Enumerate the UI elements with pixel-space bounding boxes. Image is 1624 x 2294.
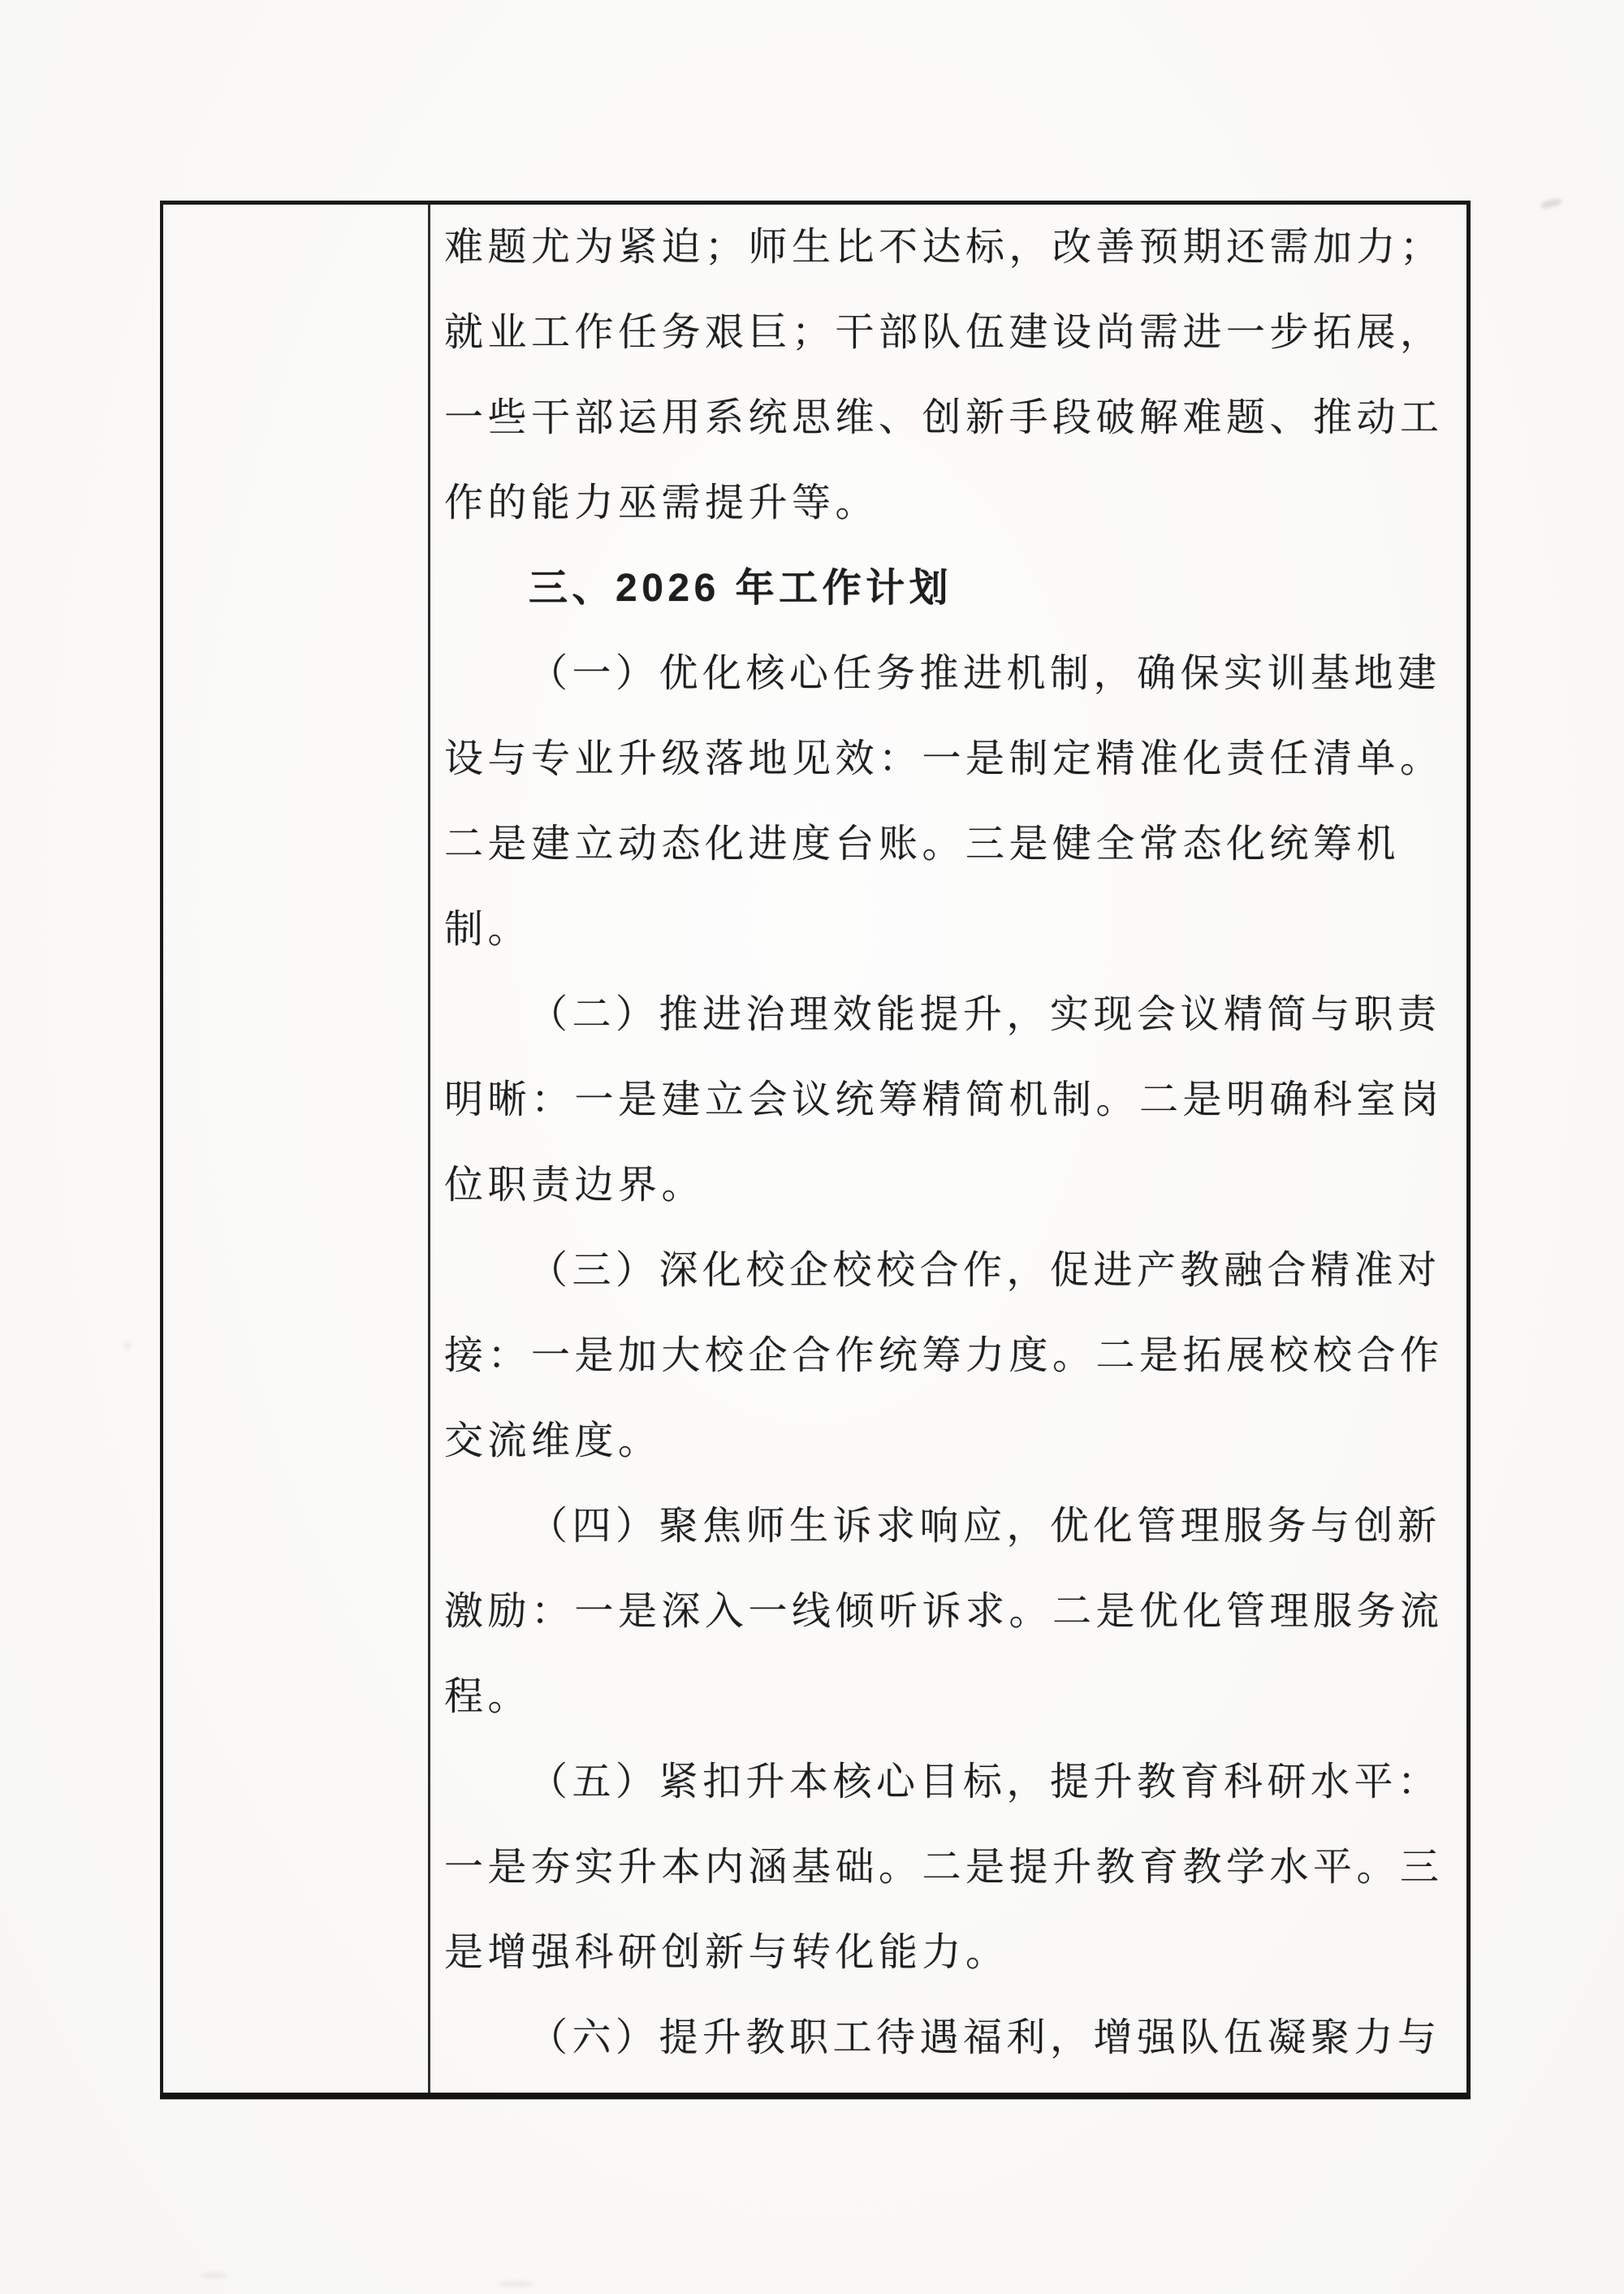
text-line: 明晰：一是建立会议统筹精简机制。二是明确科室岗 [444,1078,1444,1121]
text-line: 激励：一是深入一线倾听诉求。二是优化管理服务流 [444,1590,1444,1633]
text-line: 程。 [444,1675,532,1718]
text-line: 一些干部运用系统思维、创新手段破解难题、推动工 [444,396,1444,439]
text-line: （一）优化核心任务推进机制，确保实训基地建 [529,652,1441,695]
text-line: 难题尤为紧迫；师生比不达标，改善预期还需加力； [444,226,1444,269]
text-line: 作的能力巫需提升等。 [444,482,879,525]
table-left-column [163,205,430,2093]
text-line: 制。 [444,908,532,951]
text-line: 设与专业升级落地见效：一是制定精准化责任清单。 [444,737,1444,780]
text-line: （五）紧扣升本核心目标，提升教育科研水平： [529,1760,1441,1804]
text-line: 接：一是加大校企合作统筹力度。二是拓展校校合作 [444,1334,1444,1377]
text-line: 交流维度。 [444,1419,662,1462]
text-line: （三）深化校企校校合作，促进产教融合精准对 [529,1249,1441,1292]
text-line: 是增强科研创新与转化能力。 [444,1931,1009,1974]
scan-speck [1540,197,1562,210]
text-lines [444,205,1458,2080]
section-heading: 三、2026 年工作计划 [529,567,953,610]
table-right-column [430,205,1466,2093]
scan-speck [200,2272,227,2279]
scan-speck [497,2280,534,2288]
text-line: 位职责边界。 [444,1164,706,1207]
text-line: （六）提升教职工待遇福利，增强队伍凝聚力与 [529,2016,1441,2059]
text-line: 一是夯实升本内涵基础。二是提升教育教学水平。三 [444,1846,1444,1889]
document-table [160,201,1471,2099]
text-line: （四）聚焦师生诉求响应，优化管理服务与创新 [529,1505,1441,1548]
text-line: 就业工作任务艰巨；干部队伍建设尚需进一步拓展， [444,311,1444,354]
text-line: 二是建立动态化进度台账。三是健全常态化统筹机 [444,823,1401,866]
text-line: （二）推进治理效能提升，实现会议精简与职责 [529,993,1441,1036]
scan-speck [123,1341,132,1350]
